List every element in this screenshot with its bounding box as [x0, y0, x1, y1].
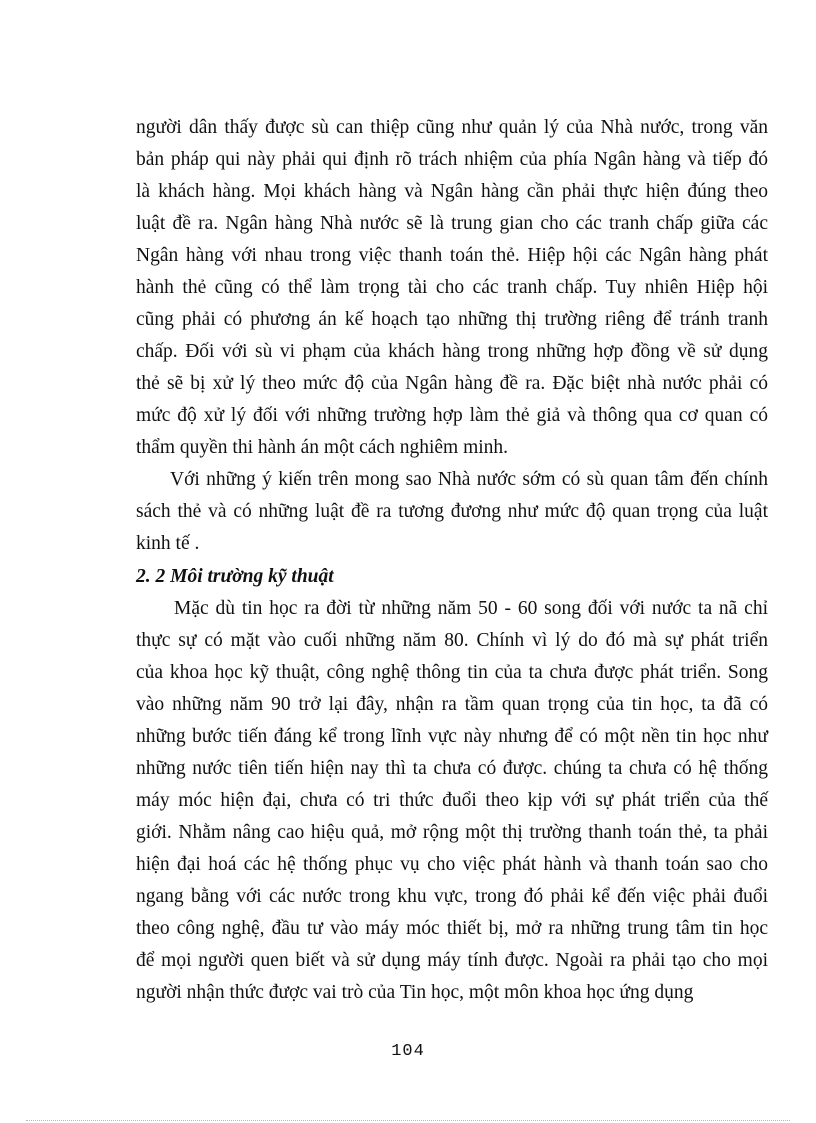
text-line: để mọi người quen biết và sử dụng máy tính được. Ngoài ra phải tạo cho mọi — [136, 950, 768, 971]
text-line: những bước tiến đáng kể trong lĩnh vực này nhưng để có một nền tin học như — [136, 726, 768, 747]
text-line: mức độ xử lý đối với những trường hợp làm thẻ giả và thông qua cơ quan có — [136, 405, 768, 426]
text-line: thẩm quyền thi hành án một cách nghiêm minh. — [136, 437, 509, 458]
text-line: vào những năm 90 trở lại đây, nhận ra tầm quan trọng của tin học, ta đã có — [136, 694, 768, 715]
paragraph-1 — [136, 112, 768, 464]
text-line: người dân thấy được sù can thiệp cũng như quản lý của Nhà nước, trong văn — [136, 117, 768, 138]
text-line: bản pháp qui này phải qui định rõ trách nhiệm của phía Ngân hàng và tiếp đó — [136, 149, 768, 170]
paragraph-3 — [136, 593, 768, 1009]
text-line: thẻ sẽ bị xử lý theo mức độ của Ngân hàng đề ra. Đặc biệt nhà nước phải có — [136, 373, 768, 394]
text-line: Mặc dù tin học ra đời từ những năm 50 - 60 song đối với nước ta nã chỉ — [174, 598, 768, 619]
text-line: ngang bằng với các nước trong khu vực, trong đó phải kể đến việc phải đuổi — [136, 886, 768, 907]
text-line: theo công nghệ, đầu tư vào máy móc thiết bị, mở ra những trung tâm tin học — [136, 918, 768, 939]
page-number: 104 — [391, 1042, 425, 1061]
text-line: người nhận thức được vai trò của Tin học, một môn khoa học ứng dụng — [136, 982, 694, 1003]
text-line: chấp. Đối với sù vi phạm của khách hàng trong những hợp đồng về sử dụng — [136, 341, 768, 362]
text-line: những nước tiên tiến hiện nay thì ta chưa có được. chúng ta chưa có hệ thống — [136, 758, 768, 779]
text-line: kinh tế . — [136, 533, 200, 554]
text-line: sách thẻ và có những luật đề ra tương đương như mức độ quan trọng của luật — [136, 501, 768, 522]
page-bottom-divider — [26, 1120, 790, 1121]
body-text — [136, 112, 768, 1009]
text-line: giới. Nhằm nâng cao hiệu quả, mở rộng một thị trường thanh toán thẻ, ta phải — [136, 822, 768, 843]
paragraph-2 — [136, 464, 768, 560]
text-line: Với những ý kiến trên mong sao Nhà nước sớm có sù quan tâm đến chính — [170, 469, 768, 490]
text-line: cũng phải có phương án kế hoạch tạo những thị trường riêng để tránh tranh — [136, 309, 768, 330]
text-line: thực sự có mặt vào cuối những năm 80. Chính vì lý do đó mà sự phát triển — [136, 630, 768, 651]
text-line: là khách hàng. Mọi khách hàng và Ngân hàng cần phải thực hiện đúng theo — [136, 181, 768, 202]
text-line: của khoa học kỹ thuật, công nghệ thông tin của ta chưa được phát triển. Song — [136, 662, 768, 683]
text-line: Ngân hàng với nhau trong việc thanh toán thẻ. Hiệp hội các Ngân hàng phát — [136, 245, 768, 266]
text-line: máy móc hiện đại, chưa có tri thức đuổi theo kịp với sự phát triển của thế — [136, 790, 768, 811]
text-line: hiện đại hoá các hệ thống phục vụ cho việc phát hành và thanh toán sao cho — [136, 854, 768, 875]
text-line: hành thẻ cũng có thể làm trọng tài cho các tranh chấp. Tuy nhiên Hiệp hội — [136, 277, 768, 298]
text-line: luật đề ra. Ngân hàng Nhà nước sẽ là trung gian cho các tranh chấp giữa các — [136, 213, 768, 234]
section-heading: 2. 2 Môi trường kỹ thuật — [136, 566, 334, 587]
